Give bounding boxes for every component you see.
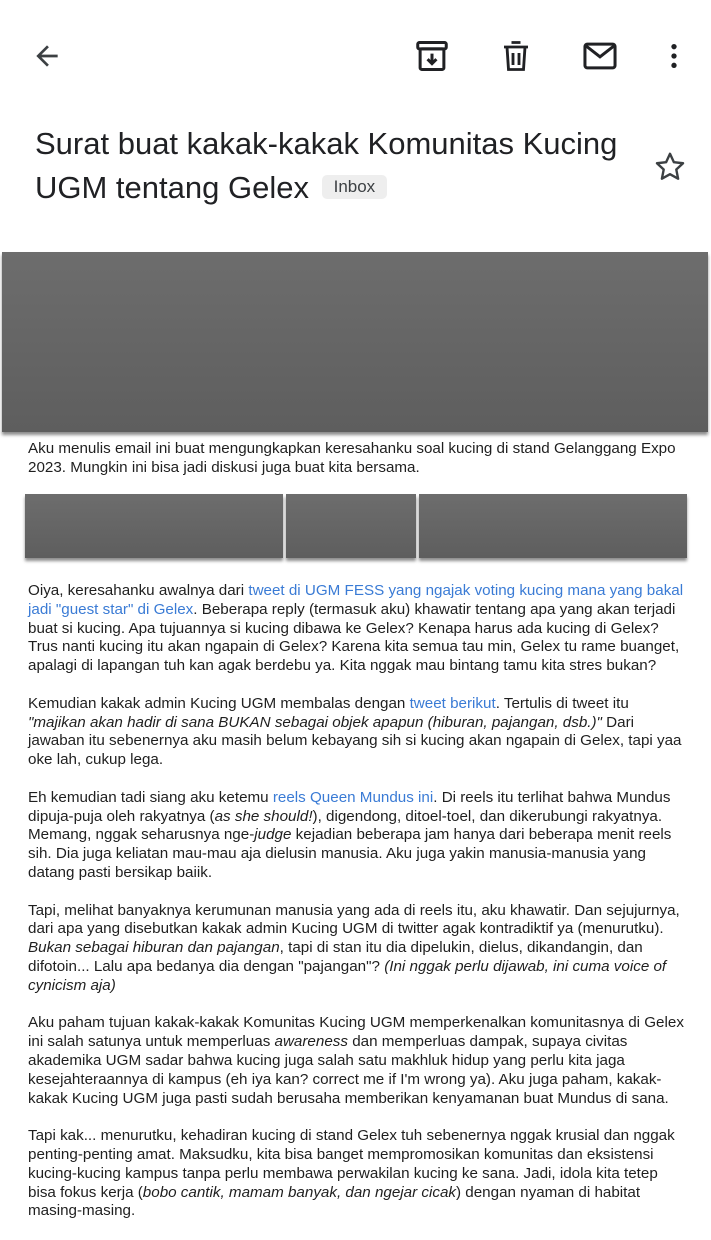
body-paragraph-3 xyxy=(28,789,688,883)
email-intro xyxy=(28,440,688,478)
trash-icon xyxy=(498,38,534,74)
delete-button[interactable] xyxy=(496,36,536,76)
archive-icon xyxy=(413,37,451,75)
quoted-tweet-text: "majikan akan hadir di sana BUKAN sebagai objek apapun (hiburan, pajangan, dsb.)" xyxy=(28,713,602,731)
ugm-fess-tweet-link[interactable]: tweet di UGM FESS yang ngajak voting kucing mana yang bakal jadi "guest star" di Gelex xyxy=(28,582,684,618)
reply-tweet-link[interactable]: tweet berikut xyxy=(409,694,496,712)
emphasis-text: Bukan sebagai hiburan dan pajangan xyxy=(28,939,280,957)
emphasis-text: bobo cantik, mamam banyak, dan ngejar cicak xyxy=(142,1183,456,1201)
text: Tapi kak... menurutku, kehadiran kucing di stand Gelex tuh sebenernya nggak krusial dan nggak penting-penting amat. Maksudku, kita bisa banget mempromosikan komunitas dan eksistensi kucing-kucing kampus tanpa perlu membawa perwakilan kucing ke sana. Jadi, idola kita tetep bisa fokus kerja ( xyxy=(28,1127,675,1201)
star-outline-icon xyxy=(652,149,688,185)
subject-header xyxy=(35,122,635,210)
redacted-block xyxy=(25,494,283,558)
redacted-block xyxy=(2,252,708,432)
text: . Tertulis di tweet itu xyxy=(495,694,629,712)
text: . Beberapa reply (termasuk aku) khawatir tentang apa yang akan terjadi buat si kucing. Apa tujuannya si kucing dibawa ke Gelex? Kenapa harus ada kucing di Gelex? Trus nanti kucing itu akan ngapain di Gelex? Karena kita semua tau min, Gelex tu rame buanget, apalagi di lapangan tuh kan agak berdebu ya. Kita nggak mau bintang tamu kita stres bukan? xyxy=(28,600,680,675)
arrow-left-icon xyxy=(31,40,63,72)
subject-text: Surat buat kakak-kakak Komunitas Kucing UGM tentang Gelex xyxy=(35,126,618,205)
archive-button[interactable] xyxy=(412,36,452,76)
text: , tapi di stan itu dia dipelukin, dielus, dikandangin, dan difotoin... Lalu apa bedanya dia dengan "pajangan"? xyxy=(28,939,643,975)
text: ), digendong, ditoel-toel, dan dikerubungi rakyatnya. Memang, nggak seharusnya nge- xyxy=(28,807,663,844)
text: Oiya, keresahanku awalnya dari xyxy=(28,582,249,599)
star-button[interactable] xyxy=(648,145,692,189)
text: Dari jawaban itu sebenernya aku masih belum kebayang sih si kucing akan ngapain di Gelex, tapi yaa oke lah, cukup lega. xyxy=(28,713,682,769)
inbox-label-badge[interactable]: Inbox xyxy=(322,175,388,199)
text: Aku paham tujuan kakak-kakak Komunitas Kucing UGM memperkenalkan komunitasnya di Gelex ini salah satunya untuk memperluas xyxy=(28,1014,684,1051)
redacted-block xyxy=(286,494,416,558)
text: Tapi, melihat banyaknya kerumunan manusia yang ada di reels itu, aku khawatir. Dan sejujurnya, dari apa yang disebutkan kakak admin Kucing UGM di twitter agak kontradiktif ya (menurutku). xyxy=(28,901,680,938)
text: ) dengan nyaman di habitat masing-masing. xyxy=(28,1183,641,1220)
email-body xyxy=(28,582,688,1240)
body-paragraph-2 xyxy=(28,695,688,770)
emphasis-text: as she should! xyxy=(214,807,313,825)
email-subject xyxy=(35,122,635,210)
emphasis-text: awareness xyxy=(274,1033,348,1051)
intro-paragraph: Aku menulis email ini buat mengungkapkan keresahanku soal kucing di stand Gelanggang Expo 2023. Mungkin ini bisa jadi diskusi juga buat kita bersama. xyxy=(28,440,676,476)
reels-link[interactable]: reels Queen Mundus ini xyxy=(272,788,434,806)
text: . Di reels itu terlihat bahwa Mundus dipuja-puja oleh rakyatnya ( xyxy=(28,788,671,825)
body-paragraph-4 xyxy=(28,902,688,996)
text: Eh kemudian tadi siang aku ketemu xyxy=(28,788,273,806)
emphasis-text: judge xyxy=(254,826,292,844)
more-vertical-icon xyxy=(658,40,690,72)
text: dan memperluas dampak, supaya civitas akademika UGM sadar bahwa kucing juga salah satu makhluk hidup yang perlu kita jaga kesejahteraannya di kampus (eh iya kan? correct me if I'm wrong ya). Aku juga paham, kakak-kakak Kucing UGM juga pasti sudah berusaha memberikan kenyamanan buat Mundus di sana. xyxy=(28,1033,669,1107)
body-paragraph-6 xyxy=(28,1127,688,1221)
more-options-button[interactable] xyxy=(654,36,694,76)
redacted-block xyxy=(419,494,687,558)
text: kejadian beberapa jam hanya dari beberapa menit reels sih. Dia juga keliatan mau-mau aja dielusin manusia. Aku juga yakin manusia-manusia yang datang pasti bersikap baiik. xyxy=(28,826,672,881)
mail-icon xyxy=(581,37,619,75)
back-button[interactable] xyxy=(27,36,67,76)
top-toolbar xyxy=(0,0,711,112)
body-paragraph-5 xyxy=(28,1014,688,1108)
emphasis-text: (Ini nggak perlu dijawab, ini cuma voice of cynicism aja) xyxy=(28,957,667,994)
body-paragraph-1 xyxy=(28,582,688,676)
mark-unread-button[interactable] xyxy=(580,36,620,76)
text: Kemudian kakak admin Kucing UGM membalas dengan xyxy=(28,694,410,712)
